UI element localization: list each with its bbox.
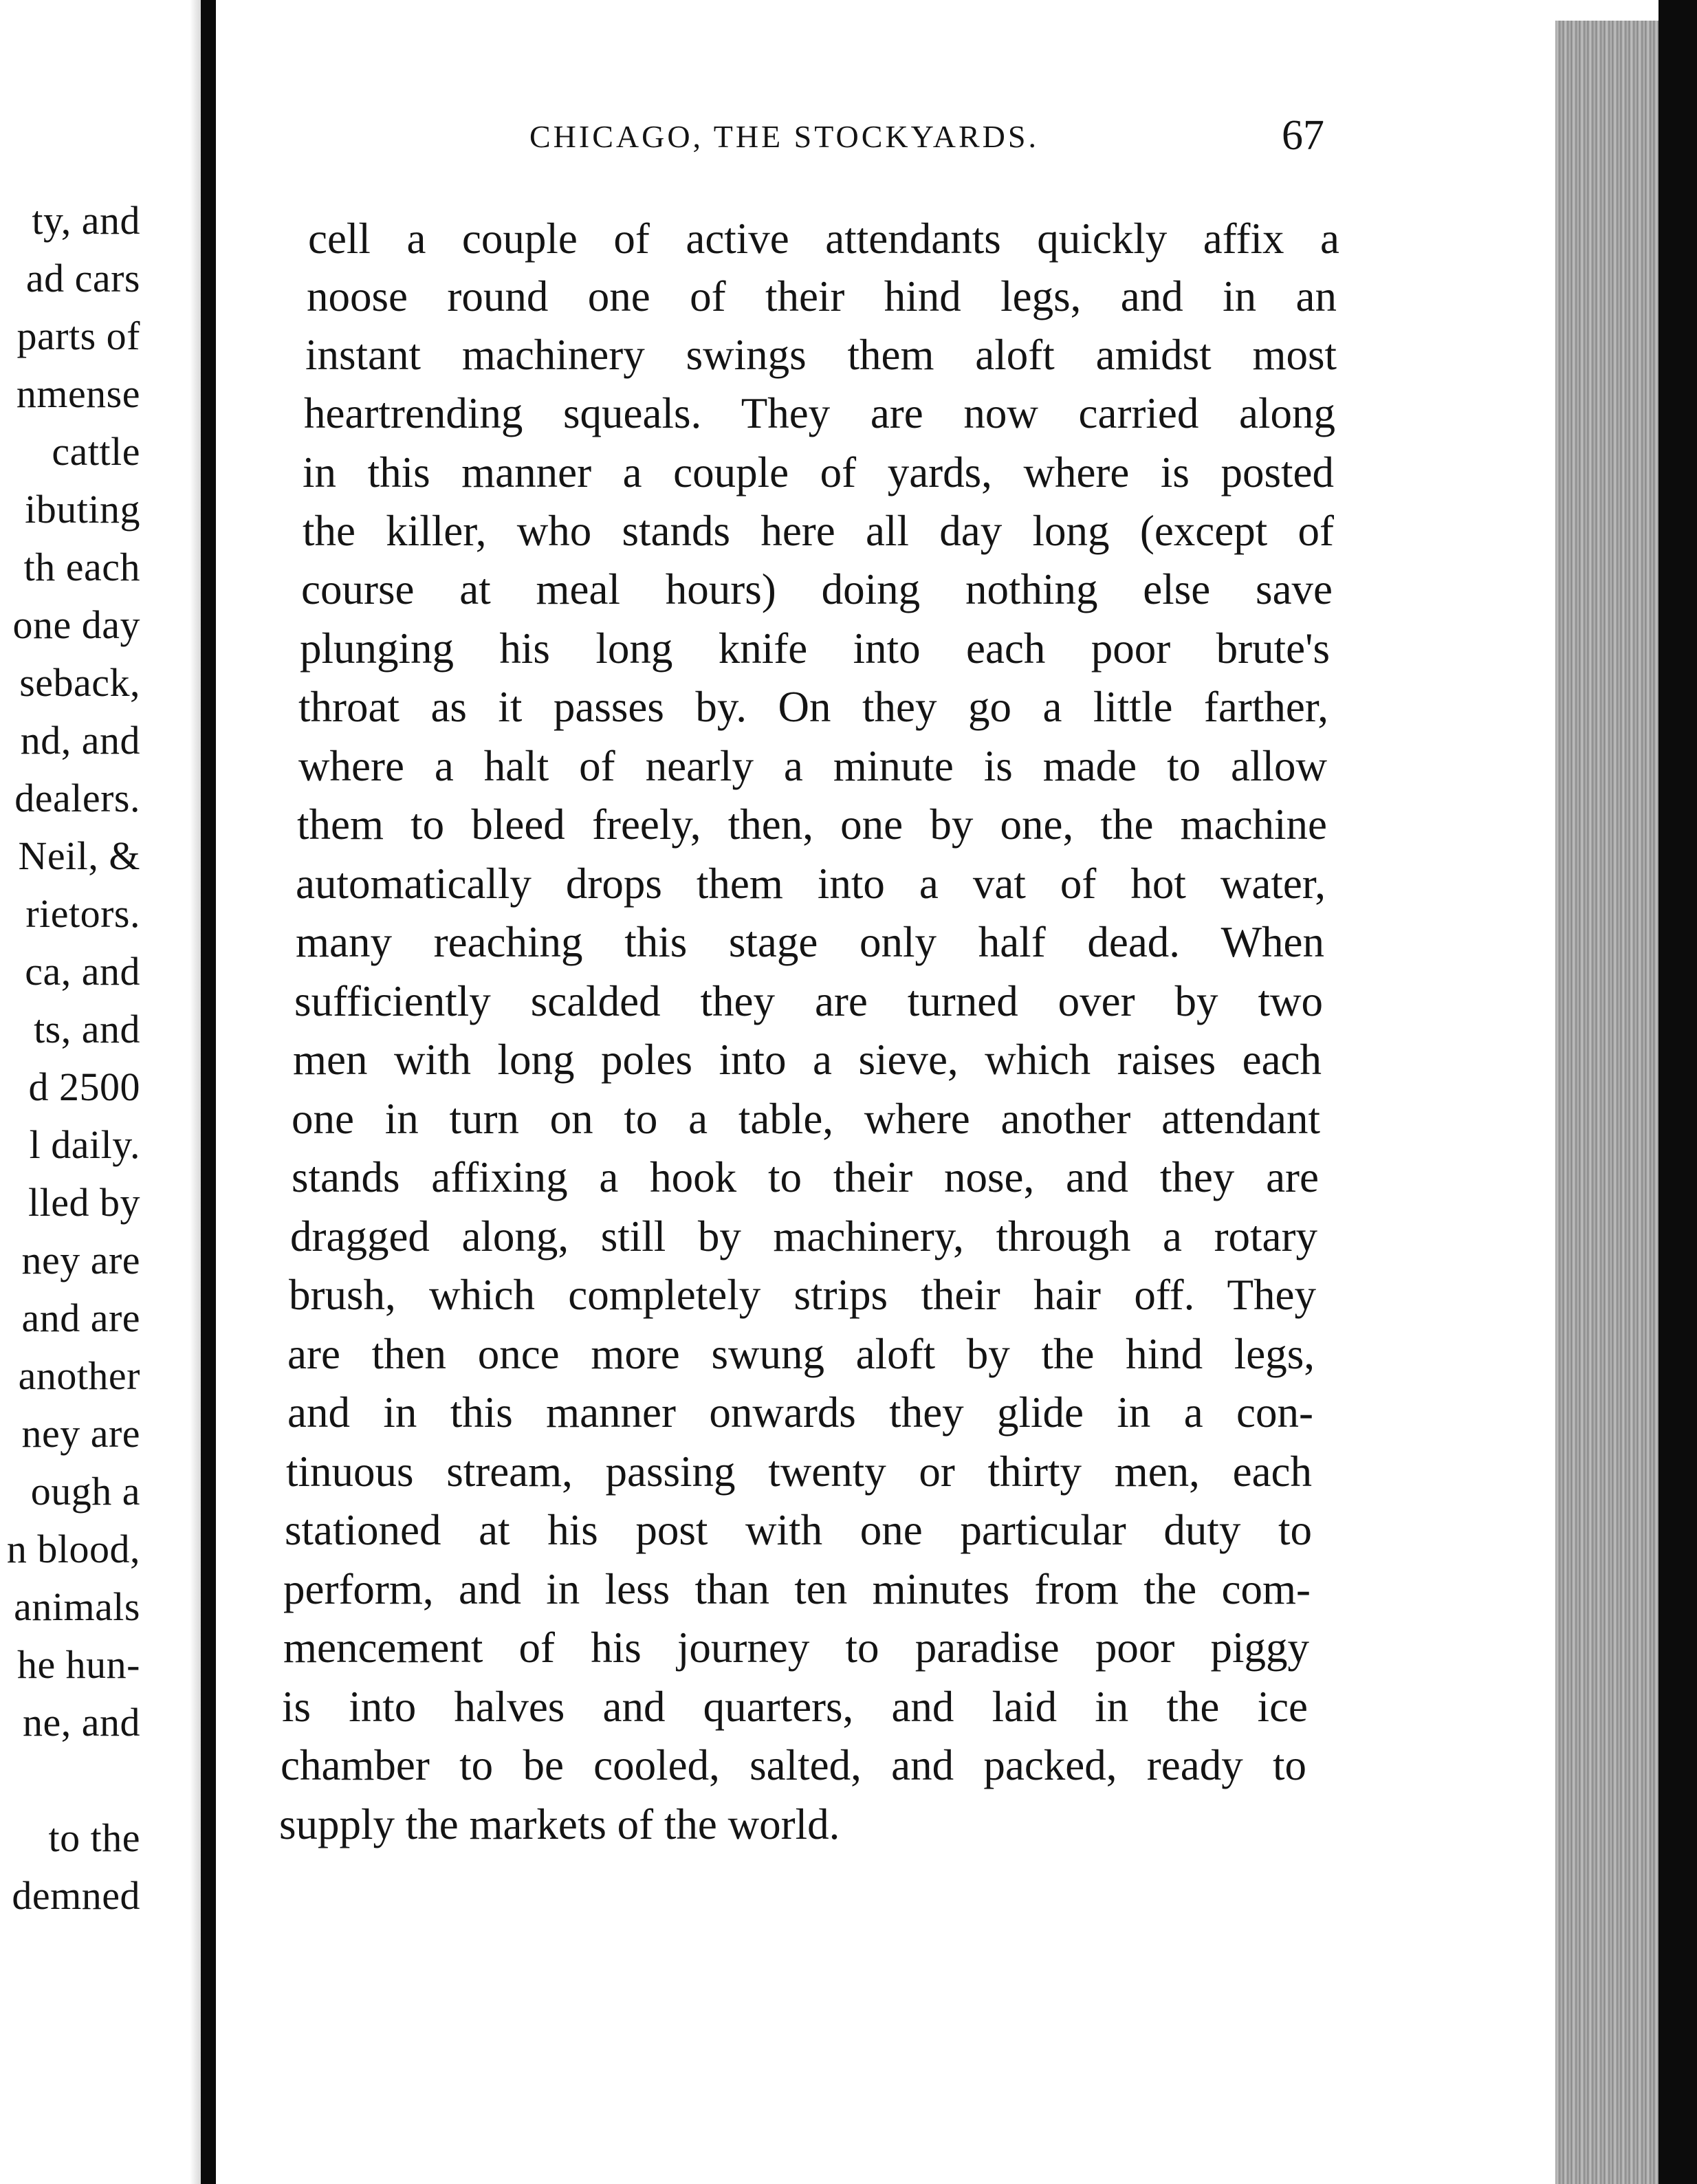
- body-line: brush, which completely strips their hair off. They: [289, 1271, 1316, 1319]
- left-page-line: ibuting: [25, 487, 140, 532]
- page-edges: [1555, 21, 1658, 2184]
- left-page-line: Neil, &: [18, 833, 140, 878]
- body-line: are then once more swung aloft by the hind legs,: [287, 1330, 1315, 1378]
- book-edge-shadow: [1658, 0, 1697, 2184]
- page-number: 67: [1282, 112, 1324, 159]
- left-page-line: seback,: [19, 660, 140, 705]
- body-line: plunging his long knife into each poor brute's: [300, 624, 1330, 673]
- body-line: in this manner a couple of yards, where is posted: [303, 448, 1334, 496]
- left-page-line: n blood,: [6, 1527, 140, 1571]
- book-gutter: [201, 0, 216, 2184]
- left-page-line: one day: [12, 602, 140, 647]
- body-line: course at meal hours) doing nothing else save: [301, 565, 1333, 613]
- left-page-line: rietors.: [25, 891, 140, 936]
- body-line: stands affixing a hook to their nose, and they are: [292, 1153, 1319, 1201]
- left-page-line: l daily.: [29, 1122, 140, 1167]
- body-line: perform, and in less than ten minutes from the com-: [283, 1565, 1311, 1613]
- body-line: supply the markets of the world.: [279, 1800, 840, 1848]
- left-page-line: ne, and: [23, 1700, 140, 1745]
- body-line: where a halt of nearly a minute is made to allow: [298, 742, 1327, 790]
- body-line: is into halves and quarters, and laid in the ice: [282, 1683, 1308, 1731]
- body-line: and in this manner onwards they glide in a con-: [287, 1388, 1313, 1437]
- body-line: heartrending squeals. They are now carried along: [304, 389, 1335, 437]
- current-page: [216, 0, 1572, 2184]
- body-line: chamber to be cooled, salted, and packed, ready to: [281, 1741, 1306, 1789]
- body-line: sufficiently scalded they are turned over by two: [294, 977, 1323, 1025]
- left-page-line: another: [18, 1353, 140, 1398]
- left-page-line: he hun-: [17, 1642, 140, 1687]
- body-line: throat as it passes by. On they go a little farther,: [298, 683, 1328, 731]
- left-page-line: parts of: [17, 314, 140, 358]
- body-line: dragged along, still by machinery, through a rotary: [290, 1212, 1317, 1260]
- body-line: mencement of his journey to paradise poor piggy: [283, 1624, 1309, 1672]
- left-page-line: dealers.: [14, 776, 140, 820]
- left-page-line: ca, and: [25, 949, 140, 994]
- body-line: one in turn on to a table, where another attendant: [292, 1095, 1320, 1143]
- body-line: tinuous stream, passing twenty or thirty men, each: [286, 1448, 1312, 1496]
- left-page-line: nd, and: [20, 718, 140, 763]
- left-page-line: ad cars: [25, 256, 140, 301]
- left-page-line: ney are: [21, 1238, 140, 1282]
- body-line: noose round one of their hind legs, and in an: [307, 272, 1337, 320]
- body-line: men with long poles into a sieve, which raises each: [293, 1036, 1322, 1084]
- left-page-line: d 2500: [28, 1064, 140, 1109]
- body-line: automatically drops them into a vat of hot water,: [296, 860, 1326, 908]
- running-head: CHICAGO, THE STOCKYARDS.: [529, 119, 1039, 154]
- gutter-shadow: [190, 0, 201, 2184]
- left-page-line: animals: [14, 1584, 140, 1629]
- left-page-line: ts, and: [34, 1007, 140, 1051]
- left-page-line: th each: [23, 545, 140, 589]
- page-edge-top: [1555, 0, 1658, 21]
- body-line: them to bleed freely, then, one by one, the machine: [297, 800, 1327, 849]
- body-line: cell a couple of active attendants quickly affix a: [308, 215, 1339, 263]
- body-line: stationed at his post with one particular duty to: [285, 1506, 1312, 1554]
- left-page-line: nmense: [16, 371, 140, 416]
- left-page-line: ty, and: [32, 198, 140, 243]
- left-page-line: to the: [48, 1815, 140, 1860]
- body-line: the killer, who stands here all day long (except of: [303, 507, 1334, 555]
- left-page-line: and are: [21, 1296, 140, 1340]
- left-page-line: cattle: [52, 429, 140, 474]
- left-page-line: ney are: [21, 1411, 140, 1456]
- left-page-line: ough a: [30, 1469, 140, 1514]
- left-page-line: lled by: [28, 1180, 140, 1225]
- previous-page: [0, 0, 201, 2184]
- left-page-line: demned: [12, 1873, 140, 1918]
- body-line: many reaching this stage only half dead. When: [296, 918, 1324, 966]
- body-line: instant machinery swings them aloft amidst most: [305, 331, 1337, 379]
